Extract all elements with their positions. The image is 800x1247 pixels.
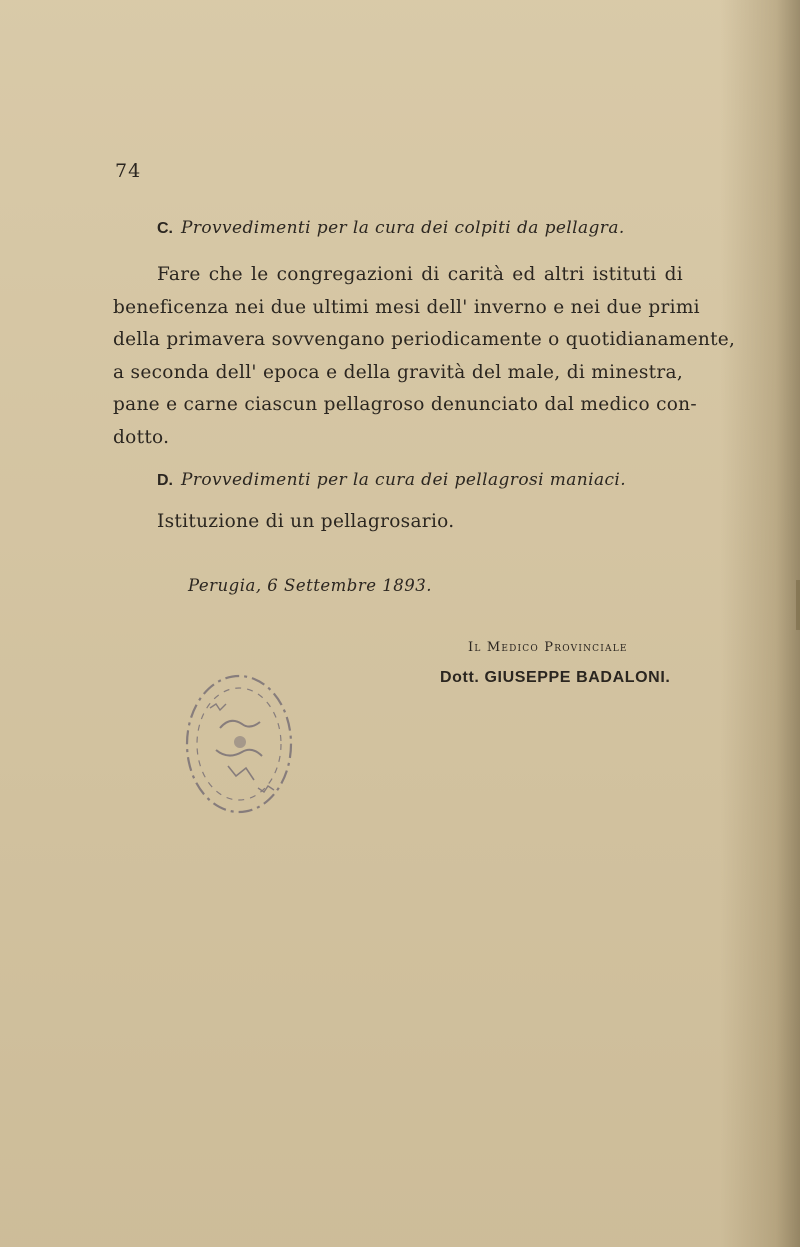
- signatory-role: Il Medico Provinciale: [468, 640, 628, 655]
- paragraph-line: dotto.: [113, 426, 170, 448]
- section-d-title: Provvedimenti per la cura dei pellagrosi maniaci.: [181, 470, 627, 490]
- paragraph-line: a seconda dell' epoca e della gravità del male, di minestra,: [113, 361, 683, 383]
- library-stamp-icon: [180, 668, 298, 820]
- page-edge-shadow: [796, 580, 800, 630]
- section-c-letter: C.: [157, 220, 173, 237]
- section-d-letter: D.: [157, 472, 173, 489]
- paragraph-line: beneficenza nei due ultimi mesi dell' inverno e nei due primi: [113, 296, 700, 318]
- date-line: Perugia, 6 Settembre 1893.: [188, 576, 432, 595]
- section-d-heading: [157, 470, 626, 490]
- page-number: 74: [115, 160, 142, 182]
- section-c-title: Provvedimenti per la cura dei colpiti da pellagra.: [181, 218, 625, 238]
- section-d-paragraph: Istituzione di un pellagrosario.: [157, 511, 455, 532]
- section-c-paragraph: [113, 259, 736, 454]
- signatory-name: Dott. GIUSEPPE BADALONI.: [440, 669, 671, 686]
- paragraph-line: Fare che le congregazioni di carità ed altri istituti di: [157, 264, 683, 285]
- paragraph-line: della primavera sovvengano periodicamente o quotidianamente,: [113, 329, 736, 350]
- paragraph-line: pane e carne ciascun pellagroso denunciato dal medico con-: [113, 394, 697, 415]
- section-c-heading: [157, 218, 625, 238]
